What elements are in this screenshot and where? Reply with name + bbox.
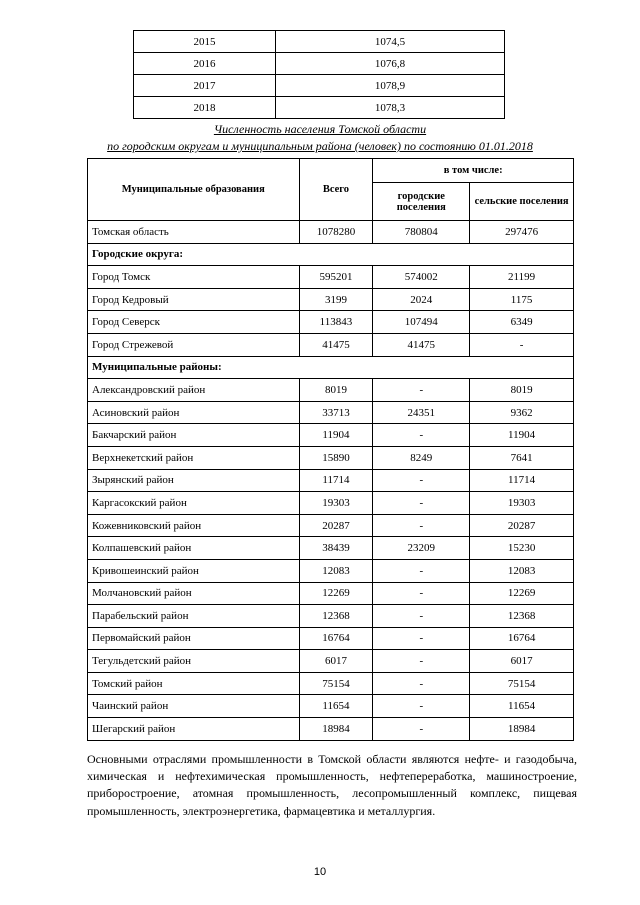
cell-rural: 18984 — [470, 718, 574, 741]
cell-urban: - — [373, 582, 470, 605]
cell-name: Зырянский район — [88, 469, 300, 492]
cell-urban: - — [373, 605, 470, 628]
cell-name: Томский район — [88, 672, 300, 695]
cell-year: 2017 — [134, 75, 276, 97]
cell-total: 38439 — [299, 537, 373, 560]
cell-total: 18984 — [299, 718, 373, 741]
header-municipal-units: Муниципальные образования — [88, 159, 300, 221]
cell-total: 12269 — [299, 582, 373, 605]
cell-name: Город Стрежевой — [88, 333, 300, 356]
cell-rural: 297476 — [470, 221, 574, 244]
cell-name: Чаинский район — [88, 695, 300, 718]
cell-total: 1078280 — [299, 221, 373, 244]
cell-total: 113843 — [299, 311, 373, 334]
cell-urban: 574002 — [373, 266, 470, 289]
table-row — [88, 672, 574, 695]
cell-urban: - — [373, 379, 470, 402]
table-row — [88, 605, 574, 628]
cell-urban: 2024 — [373, 288, 470, 311]
cell-total: 16764 — [299, 627, 373, 650]
section-label: Городские округа: — [88, 243, 574, 266]
cell-total: 12083 — [299, 559, 373, 582]
cell-rural: 8019 — [470, 379, 574, 402]
cell-urban: - — [373, 492, 470, 515]
cell-name: Первомайский район — [88, 627, 300, 650]
cell-total: 11654 — [299, 695, 373, 718]
table-row — [88, 311, 574, 334]
table-row — [88, 695, 574, 718]
cell-name: Шегарский район — [88, 718, 300, 741]
cell-total: 8019 — [299, 379, 373, 402]
cell-rural: - — [470, 333, 574, 356]
section-label: Муниципальные районы: — [88, 356, 574, 379]
cell-total: 33713 — [299, 401, 373, 424]
cell-rural: 19303 — [470, 492, 574, 515]
cell-rural: 6017 — [470, 650, 574, 673]
cell-total: 595201 — [299, 266, 373, 289]
cell-total: 75154 — [299, 672, 373, 695]
table-row — [88, 718, 574, 741]
cell-urban: - — [373, 469, 470, 492]
cell-rural: 20287 — [470, 514, 574, 537]
cell-urban: - — [373, 672, 470, 695]
industry-paragraph: Основными отраслями промышленности в Томской области являются нефте- и газодобыча, химическая и нефтехимическая промышленность, нефтепереработка, машиностроение, приборостроение, атомная промышленность, лесопромышленный комплекс, пищевая промышленность, электроэнергетика, фармацевтика и металлургия. — [87, 752, 577, 818]
cell-urban: - — [373, 514, 470, 537]
cell-urban: 8249 — [373, 446, 470, 469]
table-row — [88, 627, 574, 650]
table-row — [134, 53, 505, 75]
table-caption-line1: Численность населения Томской области — [213, 122, 427, 136]
cell-name: Томская область — [88, 221, 300, 244]
cell-total: 12368 — [299, 605, 373, 628]
table-caption-line2: по городским округам и муниципальным района (человек) по состоянию 01.01.2018 — [107, 139, 533, 153]
cell-total: 15890 — [299, 446, 373, 469]
cell-name: Парабельский район — [88, 605, 300, 628]
cell-total: 6017 — [299, 650, 373, 673]
cell-rural: 12368 — [470, 605, 574, 628]
page-number: 10 — [313, 866, 327, 878]
cell-name: Город Томск — [88, 266, 300, 289]
section-row-urban-districts — [88, 243, 574, 266]
table-row — [88, 559, 574, 582]
cell-value: 1076,8 — [276, 53, 505, 75]
cell-name: Молчановский район — [88, 582, 300, 605]
cell-value: 1078,3 — [276, 97, 505, 119]
cell-urban: 780804 — [373, 221, 470, 244]
cell-name: Кожевниковский район — [88, 514, 300, 537]
table-row — [88, 266, 574, 289]
cell-rural: 1175 — [470, 288, 574, 311]
cell-rural: 12269 — [470, 582, 574, 605]
cell-name: Верхнекетский район — [88, 446, 300, 469]
table-row — [88, 446, 574, 469]
cell-rural: 11654 — [470, 695, 574, 718]
cell-rural: 11714 — [470, 469, 574, 492]
table-row — [88, 537, 574, 560]
cell-rural: 7641 — [470, 446, 574, 469]
table-row — [134, 75, 505, 97]
cell-name: Бакчарский район — [88, 424, 300, 447]
header-rural: сельские поселения — [470, 183, 574, 221]
cell-name: Кривошеинский район — [88, 559, 300, 582]
cell-name: Александровский район — [88, 379, 300, 402]
cell-rural: 6349 — [470, 311, 574, 334]
table-row — [88, 469, 574, 492]
cell-rural: 75154 — [470, 672, 574, 695]
cell-value: 1074,5 — [276, 31, 505, 53]
cell-urban: - — [373, 695, 470, 718]
cell-year: 2018 — [134, 97, 276, 119]
cell-rural: 21199 — [470, 266, 574, 289]
cell-name: Город Северск — [88, 311, 300, 334]
cell-urban: 24351 — [373, 401, 470, 424]
cell-total: 20287 — [299, 514, 373, 537]
table-row — [88, 333, 574, 356]
cell-rural: 12083 — [470, 559, 574, 582]
cell-urban: - — [373, 627, 470, 650]
cell-urban: 41475 — [373, 333, 470, 356]
years-table — [133, 30, 505, 119]
table-row — [88, 492, 574, 515]
table-row — [88, 582, 574, 605]
cell-total: 11904 — [299, 424, 373, 447]
cell-urban: - — [373, 559, 470, 582]
cell-rural: 11904 — [470, 424, 574, 447]
cell-urban: - — [373, 718, 470, 741]
table-row — [134, 97, 505, 119]
cell-urban: 107494 — [373, 311, 470, 334]
cell-rural: 16764 — [470, 627, 574, 650]
cell-name: Каргасокский район — [88, 492, 300, 515]
header-including: в том числе: — [373, 159, 574, 183]
header-total: Всего — [299, 159, 373, 221]
table-row — [88, 288, 574, 311]
cell-total: 41475 — [299, 333, 373, 356]
population-table — [87, 158, 574, 741]
cell-urban: 23209 — [373, 537, 470, 560]
cell-total: 11714 — [299, 469, 373, 492]
section-row-municipal-districts — [88, 356, 574, 379]
table-row-region — [88, 221, 574, 244]
table-row — [88, 424, 574, 447]
cell-year: 2016 — [134, 53, 276, 75]
table-row — [134, 31, 505, 53]
cell-name: Тегульдетский район — [88, 650, 300, 673]
cell-total: 3199 — [299, 288, 373, 311]
cell-urban: - — [373, 650, 470, 673]
cell-value: 1078,9 — [276, 75, 505, 97]
table-row — [88, 514, 574, 537]
cell-name: Колпашевский район — [88, 537, 300, 560]
table-row — [88, 650, 574, 673]
header-urban: городские поселения — [373, 183, 470, 221]
cell-total: 19303 — [299, 492, 373, 515]
table-row — [88, 379, 574, 402]
cell-year: 2015 — [134, 31, 276, 53]
cell-urban: - — [373, 424, 470, 447]
cell-name: Асиновский район — [88, 401, 300, 424]
cell-name: Город Кедровый — [88, 288, 300, 311]
table-row — [88, 401, 574, 424]
cell-rural: 9362 — [470, 401, 574, 424]
cell-rural: 15230 — [470, 537, 574, 560]
